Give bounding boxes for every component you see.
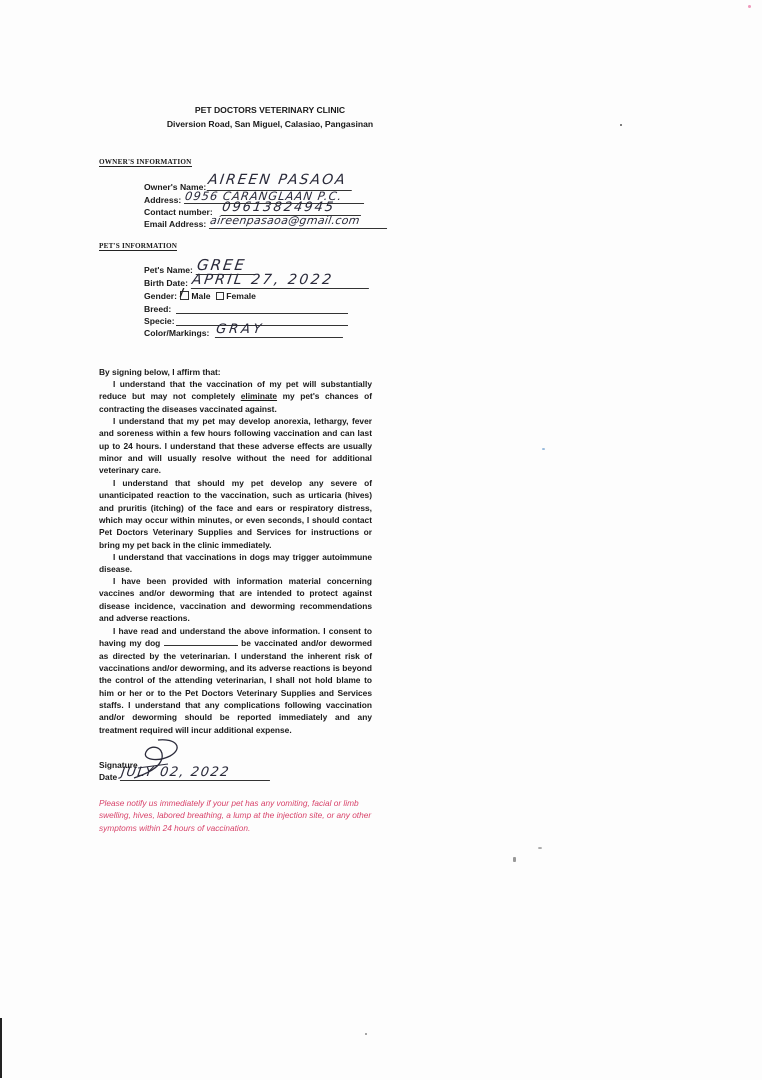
consent-paragraph-6: I have read and understand the above information. I consent to having my dog be vaccinated and/or dewormed as directed by the veterinarian. I understand the inherent risk of vaccinations and/or deworming, and its adverse reactions is beyond the control of the attending veterinarian, I shall not hold blame to him or her or to the Pet Doctors Veterinary Supplies and Services staffs. I understand that any complications following vaccination and/or deworming should be reported immediately and any treatment required will incur additional expense. <box>99 626 372 735</box>
consent-paragraph-5: I have been provided with information material concerning vaccines and/or deworming that are intended to protect against disease incidence, vaccination and deworming recommendations and adverse reactions. <box>99 576 372 624</box>
contact-label: Contact number: <box>144 207 213 217</box>
clinic-name: PET DOCTORS VETERINARY CLINIC <box>194 105 346 115</box>
birth-date-label: Birth Date: <box>144 278 188 288</box>
pet-section-title: PET'S INFORMATION <box>99 242 178 250</box>
address-field[interactable]: 0956 CARANGLAAN P.C. <box>184 189 366 204</box>
scan-speck <box>620 124 622 126</box>
email-label: Email Address: <box>144 219 207 229</box>
gender-male-label: Male <box>191 291 211 301</box>
gender-options <box>180 286 256 301</box>
gender-female-label: Female <box>226 291 256 301</box>
specie-label: Specie: <box>144 316 175 326</box>
pet-name-label: Pet's Name: <box>144 265 193 275</box>
color-label: Color/Markings: <box>144 328 210 338</box>
pet-name-field[interactable]: GREE <box>196 256 259 275</box>
signature-date-field[interactable]: JULY 02, 2022 <box>120 765 272 781</box>
breed-field[interactable] <box>176 312 348 314</box>
consent-paragraph-3: I understand that should my pet develop any severe of unanticipated reaction to the vaccination, such as urticaria (hives) and pruritis (itching) of the face and ears or respiratory distress, which may occur within minutes, or even seconds, I should contact Pet Doctors Veterinary Supplies and Services for instructions or bring my pet back in the clinic immediately. <box>99 478 372 550</box>
clinic-address: Diversion Road, San Miguel, Calasiao, Pangasinan <box>166 119 374 129</box>
date-label: Date <box>99 772 118 782</box>
email-field[interactable]: aireenpasaoa@gmail.com <box>209 214 389 229</box>
dog-name-blank[interactable] <box>164 637 238 646</box>
post-vaccination-notice: Please notify us immediately if your pet has any vomiting, facial or limb swelling, hives, labored breathing, a lump at the injection site, or any other symptoms within 24 hours of vaccination. <box>99 798 372 833</box>
owner-name-label: Owner's Name: <box>144 182 207 192</box>
signature-label: Signature <box>99 760 138 770</box>
birth-date-field[interactable]: APRIL 27, 2022 <box>191 272 371 289</box>
owner-section-title: OWNER'S INFORMATION <box>99 158 192 166</box>
color-field[interactable]: GRAY <box>215 322 345 338</box>
gender-female-checkbox[interactable] <box>216 292 224 300</box>
scan-speck <box>748 5 751 8</box>
consent-paragraph-2: I understand that my pet may develop anorexia, lethargy, fever and soreness within a few hours following vaccination and can last up to 24 hours. I understand that these adverse effects are usually minor and will usually resolve without the need for additional veterinary care. <box>99 416 372 476</box>
owner-name-field[interactable]: AIREEN PASAOA <box>207 172 355 191</box>
breed-label: Breed: <box>144 304 172 314</box>
scan-speck <box>538 847 542 849</box>
consent-paragraph-1: I understand that the vaccination of my pet will substantially reduce but may not completely eliminate my pet's chances of contracting the diseases vaccinated against. <box>99 379 372 414</box>
scan-speck <box>513 857 516 862</box>
scan-edge-line <box>0 1018 2 1078</box>
gender-label: Gender: <box>144 291 177 301</box>
checkmark-icon: / <box>180 286 184 300</box>
scan-speck <box>365 1033 367 1035</box>
consent-intro: By signing below, I affirm that: <box>99 367 221 377</box>
contact-field[interactable]: 09613824945 <box>221 200 363 216</box>
consent-paragraph-4: I understand that vaccinations in dogs may trigger autoimmune disease. <box>99 552 372 575</box>
gender-male-checkbox[interactable] <box>180 286 189 300</box>
scan-speck <box>542 448 545 450</box>
address-label: Address: <box>144 195 182 205</box>
